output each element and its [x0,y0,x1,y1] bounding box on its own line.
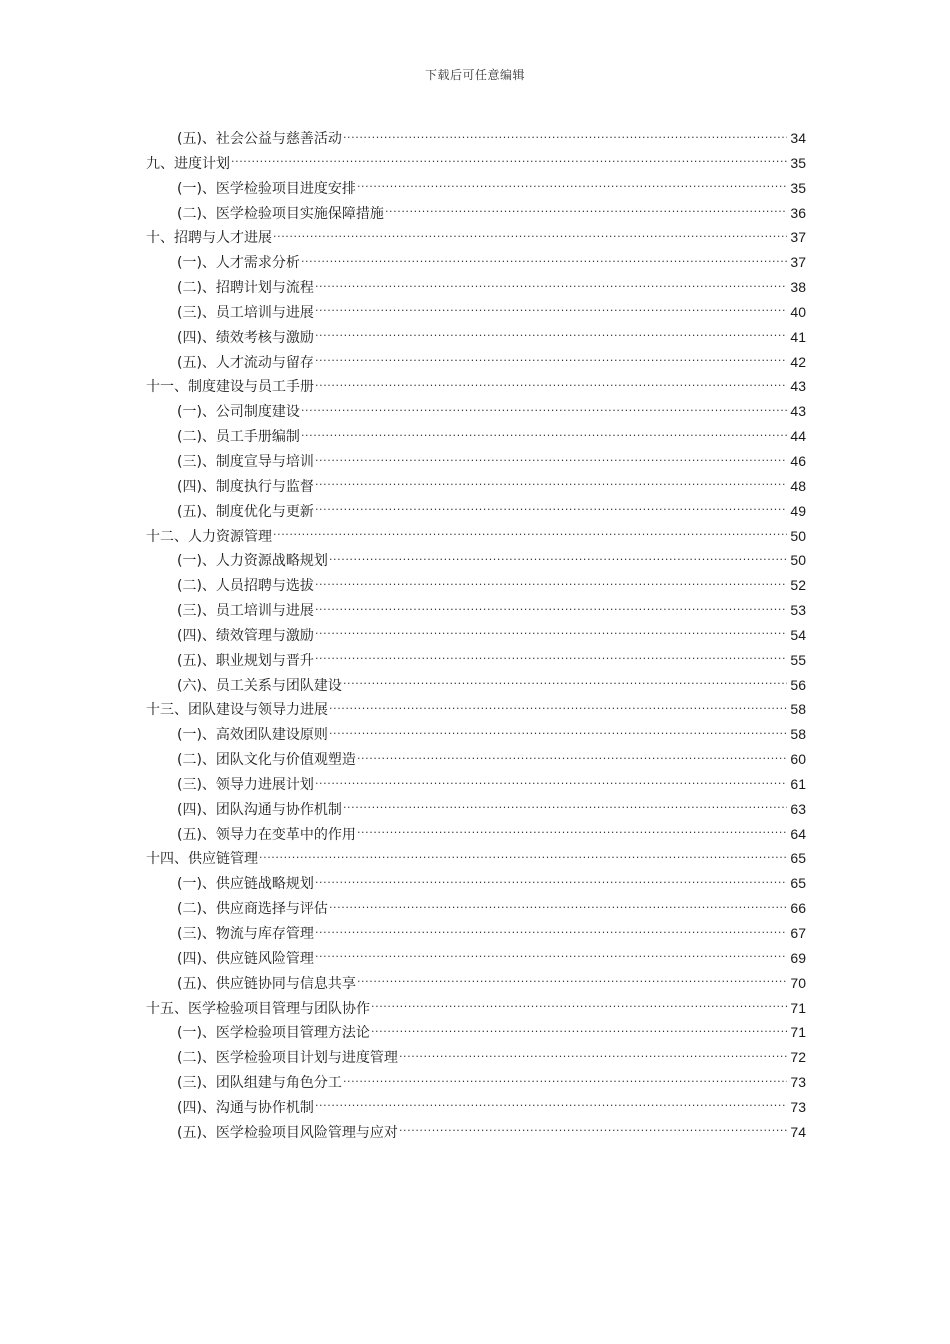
toc-entry-page-number: 73 [790,1098,806,1115]
toc-dot-leader [301,405,787,419]
toc-dot-leader [371,1001,787,1015]
toc-entry-page-number: 63 [790,800,806,817]
toc-entry-title: (一)、人力资源战略规划 [177,553,328,570]
toc-entry-title: 十五、医学检验项目管理与团队协作 [146,1000,370,1017]
toc-chapter-entry[interactable] [146,697,806,722]
toc-entry-title: (三)、物流与库存管理 [177,926,314,942]
toc-entry-page-number: 55 [790,651,806,668]
toc-entry-title: (五)、人才流动与留存 [177,354,314,371]
toc-entry-title: (五)、职业规划与晋升 [177,652,314,669]
toc-entry-title: (一)、供应链战略规划 [177,876,314,893]
page-header: 下载后可任意编辑 [424,68,525,82]
toc-entry-page-number: 50 [790,552,806,569]
toc-section-entry[interactable] [146,1095,806,1120]
toc-entry-page-number: 35 [790,154,806,171]
toc-section-entry[interactable] [146,1070,806,1095]
toc-section-entry[interactable] [146,499,806,524]
toc-dot-leader [357,976,787,990]
toc-entry-title: (一)、人才需求分析 [177,255,300,272]
toc-entry-page-number: 66 [790,900,806,917]
toc-chapter-entry[interactable] [146,846,806,871]
toc-section-entry[interactable] [146,250,806,275]
toc-entry-page-number: 37 [790,229,806,246]
toc-dot-leader [315,280,787,294]
toc-entry-title: 十、招聘与人才进展 [146,230,272,247]
toc-dot-leader [315,305,787,319]
toc-section-entry[interactable] [146,275,806,300]
toc-chapter-entry[interactable] [146,225,806,250]
toc-entry-title: (四)、团队沟通与协作机制 [177,801,342,818]
toc-section-entry[interactable] [146,300,806,325]
toc-entry-page-number: 67 [790,925,806,941]
toc-dot-leader [343,131,787,145]
toc-section-entry[interactable] [146,548,806,573]
toc-entry-title: (五)、社会公益与慈善活动 [177,131,342,147]
toc-entry-title: (三)、员工培训与进展 [177,304,314,321]
toc-entry-page-number: 69 [790,949,806,966]
toc-section-entry[interactable] [146,598,806,623]
toc-dot-leader [259,852,787,866]
toc-dot-leader [343,678,787,692]
toc-dot-leader [301,256,787,270]
toc-dot-leader [315,926,787,940]
toc-entry-title: (四)、供应链风险管理 [177,950,314,967]
toc-entry-title: (五)、供应链协同与信息共享 [177,975,356,992]
toc-section-entry[interactable] [146,1120,806,1145]
toc-section-entry[interactable] [146,623,806,648]
toc-section-entry[interactable] [146,350,806,375]
toc-entry-page-number: 38 [790,279,806,296]
toc-dot-leader [357,181,787,195]
toc-entry-page-number: 50 [790,527,806,544]
toc-entry-page-number: 34 [790,130,806,146]
toc-section-entry[interactable] [146,971,806,996]
toc-dot-leader [315,330,787,344]
toc-entry-title: (五)、医学检验项目风险管理与应对 [177,1124,398,1141]
toc-entry-title: (六)、员工关系与团队建设 [177,677,342,694]
toc-entry-page-number: 70 [790,974,806,991]
toc-entry-page-number: 48 [790,477,806,494]
toc-section-entry[interactable] [146,896,806,921]
toc-dot-leader [343,1075,787,1089]
toc-section-entry[interactable] [146,126,806,151]
toc-section-entry[interactable] [146,176,806,201]
toc-entry-page-number: 41 [790,328,806,345]
toc-section-entry[interactable] [146,449,806,474]
toc-section-entry[interactable] [146,424,806,449]
toc-dot-leader [273,529,787,543]
toc-entry-page-number: 46 [790,452,806,469]
toc-dot-leader [315,628,787,642]
toc-section-entry[interactable] [146,946,806,971]
toc-section-entry[interactable] [146,648,806,673]
toc-entry-title: (四)、沟通与协作机制 [177,1099,314,1116]
toc-entry-title: (三)、员工培训与进展 [177,603,314,620]
toc-dot-leader [343,802,787,816]
toc-entry-page-number: 43 [790,378,806,395]
toc-entry-page-number: 42 [790,353,806,370]
toc-dot-leader [315,951,787,965]
toc-section-entry[interactable] [146,1045,806,1070]
toc-section-entry[interactable] [146,871,806,896]
toc-entry-title: (二)、员工手册编制 [177,429,300,446]
toc-dot-leader [315,355,787,369]
toc-entry-title: 十一、制度建设与员工手册 [146,379,314,396]
toc-section-entry[interactable] [146,673,806,698]
toc-chapter-entry[interactable] [146,374,806,399]
toc-dot-leader [315,504,787,518]
toc-entry-title: (五)、领导力在变革中的作用 [177,826,356,843]
toc-section-entry[interactable] [146,921,806,946]
toc-dot-leader [273,231,787,245]
toc-dot-leader [329,703,787,717]
toc-dot-leader [329,902,787,916]
toc-dot-leader [231,156,787,170]
toc-entry-title: 十三、团队建设与领导力进展 [146,702,328,719]
toc-entry-title: (一)、高效团队建设原则 [177,727,328,744]
toc-entry-title: (二)、团队文化与价值观塑造 [177,752,356,769]
toc-entry-page-number: 40 [790,303,806,320]
toc-entry-page-number: 44 [790,428,806,445]
toc-entry-page-number: 56 [790,676,806,693]
toc-dot-leader [357,753,787,767]
toc-section-entry[interactable] [146,573,806,598]
toc-dot-leader [357,827,787,841]
toc-section-entry[interactable] [146,822,806,847]
toc-entry-page-number: 58 [790,701,806,718]
toc-entry-page-number: 71 [790,1024,806,1041]
toc-entry-title: (二)、招聘计划与流程 [177,280,314,297]
toc-entry-page-number: 43 [790,403,806,420]
toc-entry-title: (一)、医学检验项目管理方法论 [177,1025,370,1042]
toc-entry-title: 十四、供应链管理 [146,851,258,868]
toc-section-entry[interactable] [146,797,806,822]
toc-section-entry[interactable] [146,747,806,772]
toc-entry-title: (三)、领导力进展计划 [177,776,314,793]
toc-entry-title: (二)、人员招聘与选拔 [177,578,314,595]
toc-dot-leader [385,206,787,220]
toc-entry-page-number: 58 [790,726,806,743]
toc-entry-title: (二)、医学检验项目实施保障措施 [177,205,384,222]
toc-entry-page-number: 61 [790,775,806,792]
toc-entry-title: (五)、制度优化与更新 [177,503,314,520]
toc-entry-title: (三)、制度宣导与培训 [177,453,314,470]
toc-entry-page-number: 53 [790,602,806,619]
toc-entry-page-number: 65 [790,850,806,867]
toc-dot-leader [315,1100,787,1114]
toc-entry-title: (四)、绩效考核与激励 [177,329,314,346]
toc-dot-leader [329,728,787,742]
toc-entry-page-number: 73 [790,1074,806,1091]
toc-dot-leader [315,380,787,394]
toc-entry-title: (三)、团队组建与角色分工 [177,1075,342,1092]
toc-dot-leader [399,1125,787,1139]
toc-section-entry[interactable] [146,772,806,797]
toc-chapter-entry[interactable] [146,151,806,176]
toc-dot-leader [371,1026,787,1040]
toc-entry-page-number: 60 [790,751,806,768]
toc-dot-leader [315,454,787,468]
toc-entry-page-number: 49 [790,502,806,519]
toc-entry-page-number: 52 [790,577,806,594]
toc-dot-leader [399,1051,787,1065]
toc-entry-page-number: 65 [790,875,806,892]
toc-entry-page-number: 71 [790,999,806,1016]
toc-entry-page-number: 36 [790,204,806,221]
toc-section-entry[interactable] [146,201,806,226]
toc-chapter-entry[interactable] [146,524,806,549]
toc-section-entry[interactable] [146,474,806,499]
toc-entry-page-number: 74 [790,1123,806,1140]
toc-entry-title: (四)、制度执行与监督 [177,478,314,495]
toc-section-entry[interactable] [146,325,806,350]
toc-dot-leader [301,430,787,444]
toc-entry-page-number: 37 [790,254,806,271]
table-of-contents [146,126,806,1145]
toc-entry-page-number: 64 [790,825,806,842]
toc-entry-title: (二)、供应商选择与评估 [177,901,328,918]
toc-section-entry[interactable] [146,399,806,424]
toc-dot-leader [315,777,787,791]
toc-dot-leader [315,579,787,593]
toc-section-entry[interactable] [146,722,806,747]
toc-chapter-entry[interactable] [146,996,806,1021]
toc-dot-leader [329,554,787,568]
toc-dot-leader [315,603,787,617]
toc-entry-title: 九、进度计划 [146,155,230,172]
toc-entry-page-number: 72 [790,1049,806,1066]
toc-entry-title: 十二、人力资源管理 [146,528,272,545]
toc-dot-leader [315,653,787,667]
toc-section-entry[interactable] [146,1020,806,1045]
toc-entry-page-number: 35 [790,179,806,196]
toc-entry-title: (一)、医学检验项目进度安排 [177,180,356,197]
toc-entry-page-number: 54 [790,626,806,643]
toc-entry-title: (二)、医学检验项目计划与进度管理 [177,1050,398,1067]
toc-dot-leader [315,877,787,891]
toc-entry-title: (四)、绩效管理与激励 [177,627,314,644]
toc-entry-title: (一)、公司制度建设 [177,404,300,421]
toc-dot-leader [315,479,787,493]
